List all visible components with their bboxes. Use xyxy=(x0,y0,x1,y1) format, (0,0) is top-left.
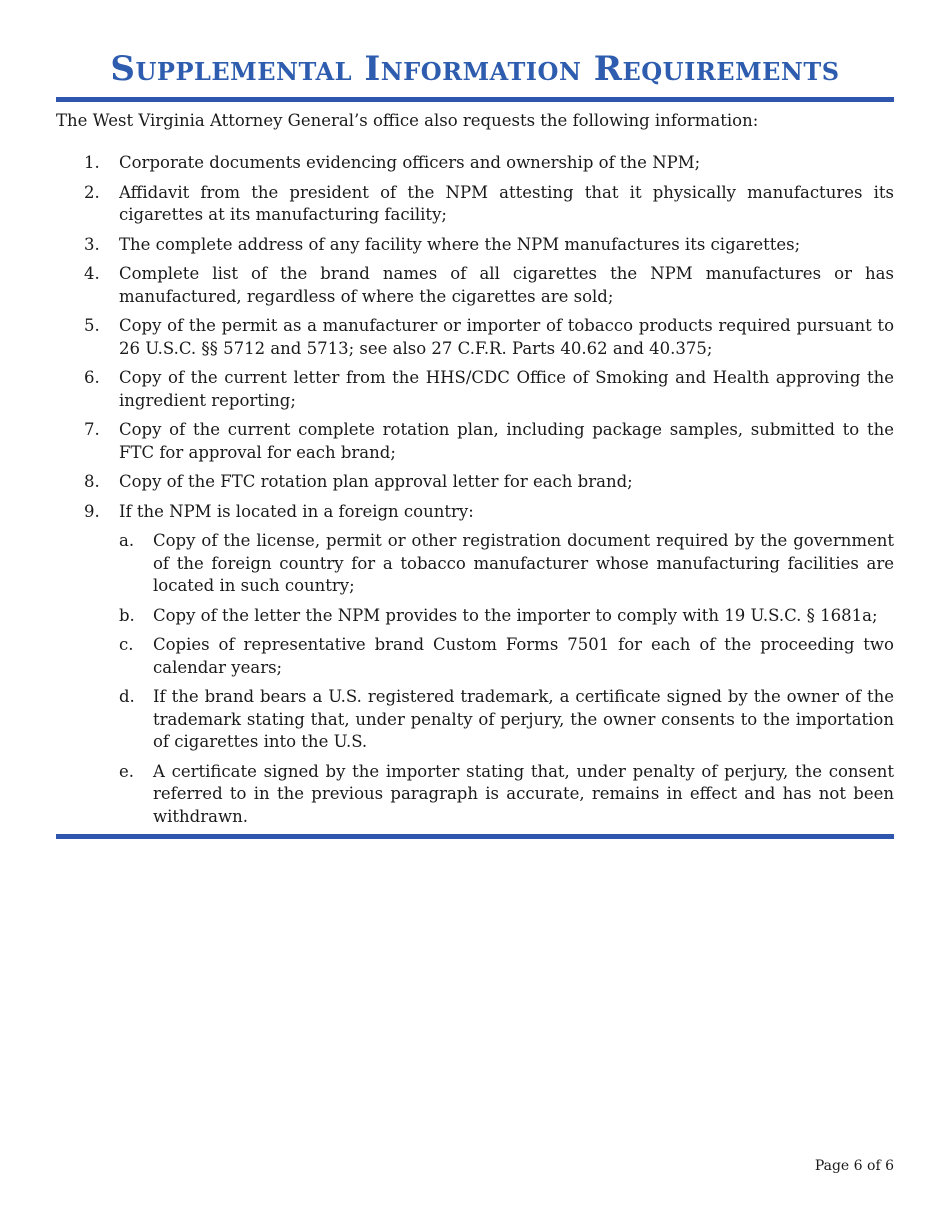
list-item xyxy=(56,234,894,257)
list-item xyxy=(56,315,894,360)
sub-list-item xyxy=(56,761,894,829)
item-text: The complete address of any facility where the NPM manufactures its cigarettes; xyxy=(119,234,801,254)
sub-item-letter: a. xyxy=(119,531,135,550)
item-text: If the NPM is located in a foreign country: xyxy=(119,501,474,521)
list-item xyxy=(56,501,894,524)
sub-item-text: Copies of representative brand Custom Forms 7501 for each of the proceeding two calendar years; xyxy=(153,635,894,677)
item-number: 8. xyxy=(84,472,100,491)
list-item xyxy=(56,419,894,464)
intro-paragraph: The West Virginia Attorney General’s office also requests the following information: xyxy=(56,111,759,130)
sub-item-text: A certificate signed by the importer stating that, under penalty of perjury, the consent referred to in the previous paragraph is accurate, remains in effect and has not been withdrawn. xyxy=(153,761,894,826)
list-item xyxy=(56,182,894,227)
item-text: Copy of the current letter from the HHS/CDC Office of Smoking and Health approving the ingredient reporting; xyxy=(119,368,894,410)
item-number: 2. xyxy=(84,182,100,202)
item-text: Complete list of the brand names of all cigarettes the NPM manufactures or has manufactured, regardless of where the cigarettes are sold; xyxy=(119,264,894,306)
sub-item-text: Copy of the letter the NPM provides to the importer to comply with 19 U.S.C. § 1681a; xyxy=(153,605,878,625)
item-number: 5. xyxy=(84,316,100,335)
sub-list-item xyxy=(56,686,894,754)
bottom-divider xyxy=(56,834,894,839)
item-number: 3. xyxy=(84,234,100,254)
sub-list-item xyxy=(56,530,894,598)
item-text: Corporate documents evidencing officers and ownership of the NPM; xyxy=(119,153,701,172)
sub-item-text: Copy of the license, permit or other registration document required by the government of the foreign country for a tobacco manufacturer whose manufacturing facilities are located in such country; xyxy=(153,531,894,595)
foreign-country-sublist xyxy=(56,530,894,828)
title-divider xyxy=(56,97,894,102)
item-number: 4. xyxy=(84,264,100,283)
list-item xyxy=(56,367,894,412)
item-text: Copy of the FTC rotation plan approval letter for each brand; xyxy=(119,472,633,491)
sub-list-item xyxy=(56,634,894,679)
item-number: 1. xyxy=(84,153,100,172)
sub-item-letter: e. xyxy=(119,761,135,781)
item-text: Affidavit from the president of the NPM attesting that it physically manufactures its cigarettes at its manufacturing facility; xyxy=(119,182,894,224)
requirements-list xyxy=(56,152,894,835)
sub-item-letter: c. xyxy=(119,635,134,654)
item-text: Copy of the current complete rotation plan, including package samples, submitted to the FTC for approval for each brand; xyxy=(119,420,894,462)
page-title: Supplemental Information Requirements xyxy=(110,49,840,89)
sub-item-letter: b. xyxy=(119,605,135,625)
sub-item-letter: d. xyxy=(119,687,135,706)
sub-item-text: If the brand bears a U.S. registered trademark, a certificate signed by the owner of the trademark stating that, under penalty of perjury, the owner consents to the importation of cigarettes into the U.S. xyxy=(153,687,894,751)
sub-list-item xyxy=(56,605,894,628)
page-number: Page 6 of 6 xyxy=(814,1158,894,1174)
item-number: 9. xyxy=(84,501,100,521)
list-item xyxy=(56,152,894,175)
item-number: 7. xyxy=(84,420,100,439)
item-text: Copy of the permit as a manufacturer or importer of tobacco products required pursuant to 26 U.S.C. §§ 5712 and 5713; see also 27 C.F.R. Parts 40.62 and 40.375; xyxy=(119,316,894,358)
item-number: 6. xyxy=(84,368,100,387)
list-item xyxy=(56,471,894,494)
list-item xyxy=(56,263,894,308)
